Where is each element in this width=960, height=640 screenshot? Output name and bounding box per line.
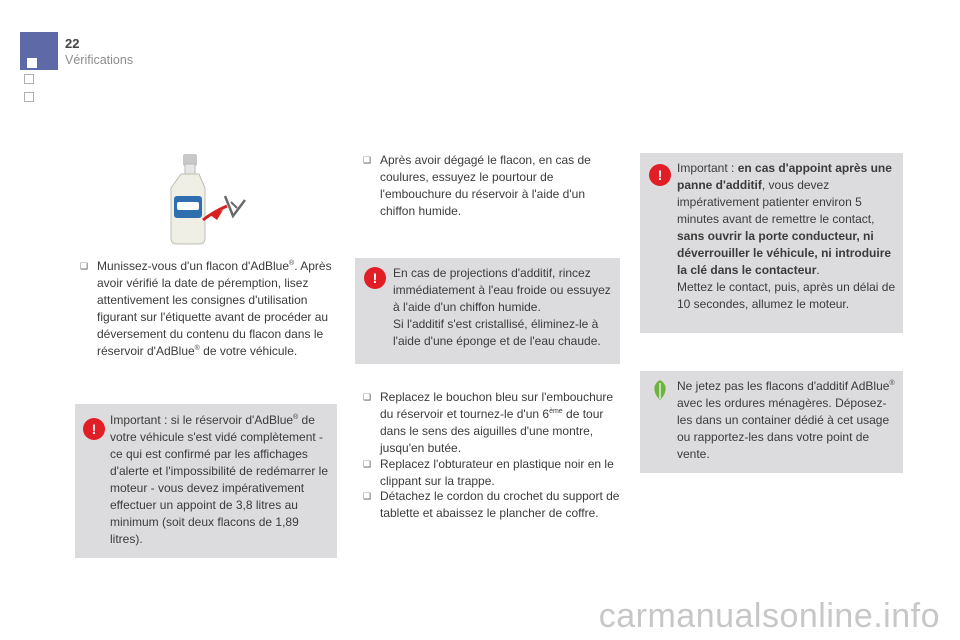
adblue-empty-note: ! Important : si le réservoir d'AdBlue® de votre véhicule s'est vidé complètement - ce qui est confirmé par les affichages d'alerte et l'impossibilité de redémarrer le moteur - vous devez impérativement effectuer un appoint de 3,8 litres au minimum (soit deux flacons de 1,89 litres).	[75, 404, 337, 558]
instruction-1: ❑ Munissez-vous d'un flacon d'AdBlue®. Après avoir vérifié la date de péremption, lisez attentivement les consignes d'utilisation figurant sur l'étiquette avant de procéder au déversement du contenu du flacon dans le réservoir d'AdBlue® de votre véhicule.	[80, 259, 332, 358]
checkbox-bullet-icon: ❑	[363, 459, 372, 469]
recycling-note: Ne jetez pas les flacons d'additif AdBlue® avec les ordures ménagères. Déposez-les dans un container dédié à cet usage ou rapportez-les dans votre point de vente.	[640, 371, 903, 473]
watermark: carmanualsonline.info	[598, 597, 940, 635]
instruction-4: ❑ Replacez l'obturateur en plastique noir en le clippant sur la trappe.	[363, 457, 614, 488]
leaf-icon	[651, 379, 669, 401]
adblue-bottle-icon	[165, 150, 265, 250]
page-number: 22	[65, 36, 80, 51]
section-tab	[20, 32, 58, 70]
section-title: Vérifications	[65, 53, 134, 67]
checkbox-bullet-icon: ❑	[80, 261, 89, 271]
checkbox-bullet-icon: ❑	[363, 155, 372, 165]
additive-splash-warning: ! En cas de projections d'additif, rincez immédiatement à l'eau froide ou essuyez à l'aide d'un chiffon humide. Si l'additif s'est cristallisé, éliminez-le à l'aide d'une éponge et de l'eau chaude.	[355, 258, 620, 364]
section-tab-marker	[27, 58, 37, 68]
additive-refill-important-note: ! Important : en cas d'appoint après une panne d'additif, vous devez impérativement patienter environ 5 minutes avant de remettre le contact, sans ouvrir la porte conducteur, ni déverrouiller le véhicule, ni introduire la clé dans le contacteur. Mettez le contact, puis, après un délai de 10 secondes, allumez le moteur.	[640, 153, 903, 333]
tab-square-2	[24, 92, 34, 102]
instruction-2: ❑ Après avoir dégagé le flacon, en cas de coulures, essuyez le pourtour de l'embouchure du réservoir à l'aide d'un chiffon humide.	[363, 153, 591, 218]
checkbox-bullet-icon: ❑	[363, 392, 372, 402]
warning-icon: !	[364, 267, 386, 289]
tab-square-1	[24, 74, 34, 84]
instruction-5: ❑ Détachez le cordon du crochet du support de tablette et abaissez le plancher de coffre.	[363, 489, 620, 520]
adblue-bottle-illustration	[165, 150, 265, 250]
instruction-3: ❑ Replacez le bouchon bleu sur l'embouchure du réservoir et tournez-le d'un 6ème de tour dans le sens des aiguilles d'une montre, jusqu'en butée.	[363, 390, 614, 455]
checkbox-bullet-icon: ❑	[363, 491, 372, 501]
warning-icon: !	[83, 418, 105, 440]
warning-icon: !	[649, 164, 671, 186]
